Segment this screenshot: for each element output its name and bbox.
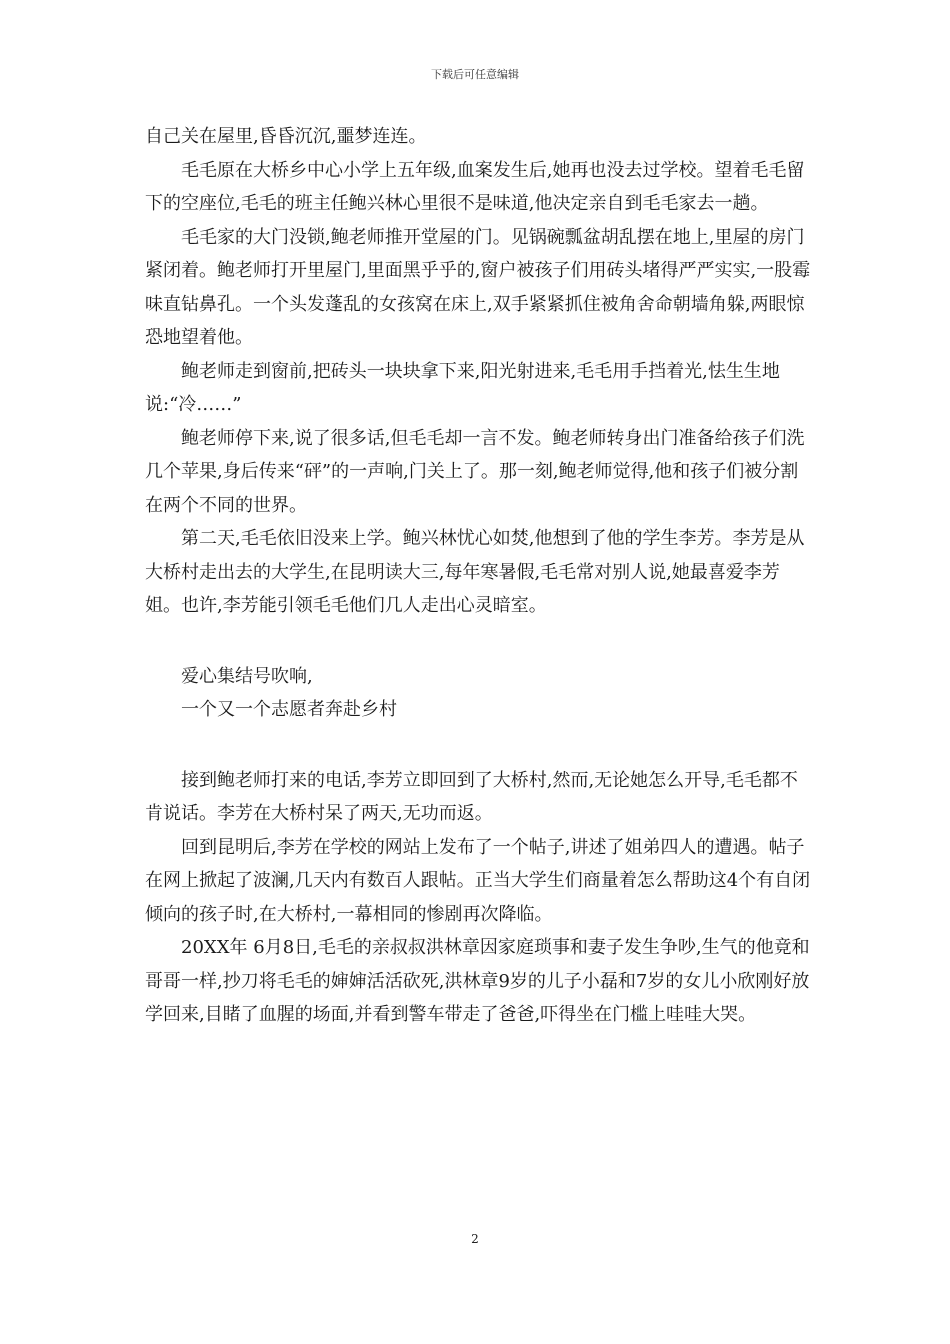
paragraph: 鲍老师走到窗前,把砖头一块块拿下来,阳光射进来,毛毛用手挡着光,怯生生地说:“冷……” bbox=[145, 360, 780, 415]
paragraph: 20XX年 6月8日,毛毛的亲叔叔洪林章因家庭琐事和妻子发生争吵,生气的他竟和哥哥一样,抄刀将毛毛的婶婶活活砍死,洪林章9岁的儿子小磊和7岁的女儿小欣刚好放学回来,目睹了血腥的场面,并看到警车带走了爸爸,吓得坐在门槛上哇哇大哭。 bbox=[145, 937, 810, 1025]
paragraph: 第二天,毛毛依旧没来上学。鲍兴林忧心如焚,他想到了他的学生李芳。李芳是从大桥村走出去的大学生,在昆明读大三,每年寒暑假,毛毛常对别人说,她最喜爱李芳姐。也许,李芳能引领毛毛他们几人走出心灵暗室。 bbox=[145, 528, 805, 616]
page-number: 2 bbox=[471, 1232, 479, 1246]
paragraph-continuation: 自己关在屋里,昏昏沉沉,噩梦连连。 bbox=[145, 126, 427, 147]
section-spacer bbox=[145, 623, 811, 660]
section-heading-line-1: 爱心集结号吹响, bbox=[181, 665, 313, 687]
paragraph: 接到鲍老师打来的电话,李芳立即回到了大桥村,然而,无论她怎么开导,毛毛都不肯说话。李芳在大桥村呆了两天,无功而返。 bbox=[145, 769, 798, 824]
paragraph: 毛毛原在大桥乡中心小学上五年级,血案发生后,她再也没去过学校。望着毛毛留下的空座位,毛毛的班主任鲍兴林心里很不是味道,他决定亲自到毛毛家去一趟。 bbox=[145, 159, 805, 214]
section-spacer bbox=[145, 727, 811, 764]
paragraph: 回到昆明后,李芳在学校的网站上发布了一个帖子,讲述了姐弟四人的遭遇。帖子在网上掀起了波澜,几天内有数百人跟帖。正当大学生们商量着怎么帮助这4个有自闭倾向的孩子时,在大桥村,一幕相同的惨剧再次降临。 bbox=[145, 836, 811, 925]
section-heading-line-2: 一个又一个志愿者奔赴乡村 bbox=[181, 699, 397, 720]
paragraph: 毛毛家的大门没锁,鲍老师推开堂屋的门。见锅碗瓢盆胡乱摆在地上,里屋的房门紧闭着。鲍老师打开里屋门,里面黑乎乎的,窗户被孩子们用砖头堵得严严实实,一股霉味直钻鼻孔。一个头发蓬乱的女孩窝在床上,双手紧紧抓住被角舍命朝墙角躲,两眼惊恐地望着他。 bbox=[145, 226, 811, 348]
document-body bbox=[145, 120, 811, 1032]
paragraph: 鲍老师停下来,说了很多话,但毛毛却一言不发。鲍老师转身出门准备给孩子们洗几个苹果,身后传来“砰”的一声响,门关上了。那一刻,鲍老师觉得,他和孩子们被分割在两个不同的世界。 bbox=[145, 427, 805, 516]
page-header-note: 下载后可任意编辑 bbox=[431, 68, 519, 81]
